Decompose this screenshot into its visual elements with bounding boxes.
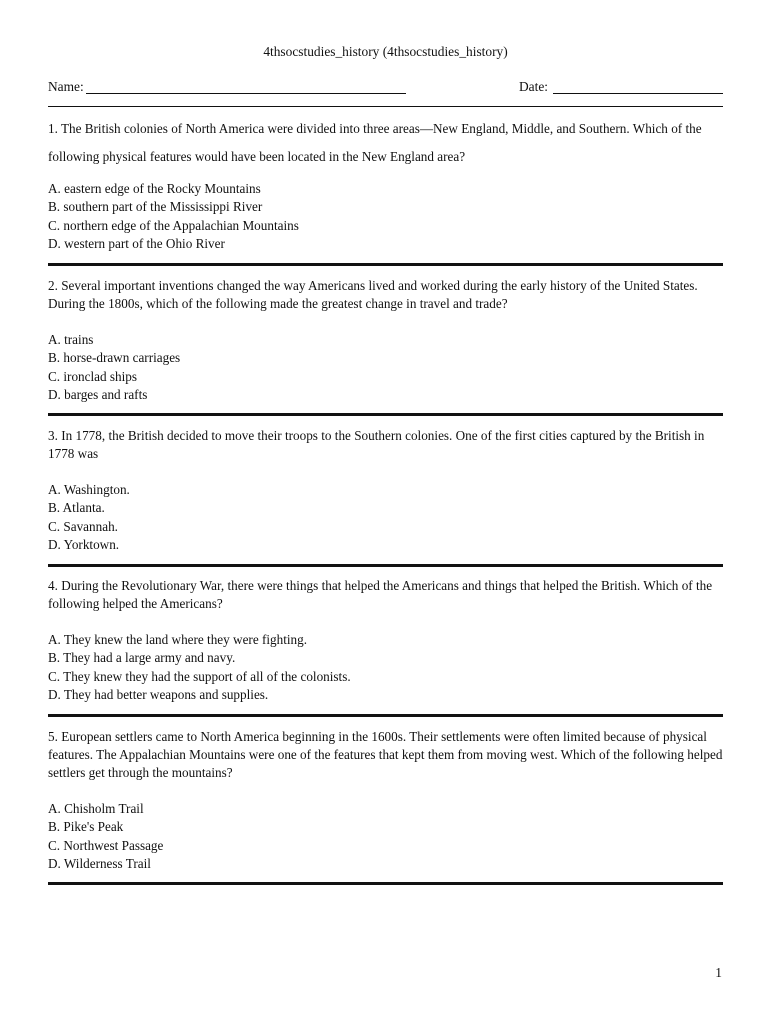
question-3-option-c[interactable]: C. Savannah. [48, 518, 118, 534]
question-3-option-a[interactable]: A. Washington. [48, 482, 130, 497]
question-4-stem: 4. During the Revolutionary War, there were things that helped the Americans and things that helped the British. Which of the following helped the Americans? [48, 578, 713, 611]
question-2 [48, 277, 723, 404]
question-5 [48, 728, 723, 873]
question-divider [48, 564, 723, 567]
question-3 [48, 427, 723, 554]
name-label: Name: [48, 79, 84, 94]
question-1-stem: 1. The British colonies of North America were divided into three areas—New England, Middle, and Southern. Which of the following physical features would have been located in the New England area? [48, 121, 702, 164]
document-title: 4thsocstudies_history (4thsocstudies_history) [263, 44, 508, 59]
question-4-options [48, 631, 723, 704]
question-3-stem: 3. In 1778, the British decided to move their troops to the Southern colonies. One of the first cities captured by the British in 1778 was [48, 428, 705, 461]
date-blank-line[interactable] [553, 93, 723, 94]
question-5-options [48, 800, 723, 873]
question-divider [48, 263, 723, 266]
question-3-options [48, 481, 723, 554]
question-2-option-a[interactable]: A. trains [48, 332, 94, 347]
question-divider [48, 413, 723, 416]
question-4-option-b[interactable]: B. They had a large army and navy. [48, 650, 236, 666]
question-1-option-a[interactable]: A. eastern edge of the Rocky Mountains [48, 181, 261, 196]
question-4-option-d[interactable]: D. They had better weapons and supplies. [48, 686, 269, 702]
name-blank-line[interactable] [86, 93, 406, 94]
question-2-options [48, 331, 723, 404]
question-5-stem: 5. European settlers came to North America beginning in the 1600s. Their settlements were often limited because of physical features. The Appalachian Mountains were one of the features that kept them from moving west. Which of the following helped settlers get through the mountains? [48, 729, 723, 780]
question-3-option-d[interactable]: D. Yorktown. [48, 536, 120, 552]
question-5-option-a[interactable]: A. Chisholm Trail [48, 801, 144, 816]
question-1-option-d[interactable]: D. western part of the Ohio River [48, 235, 225, 251]
question-1-option-c[interactable]: C. northern edge of the Appalachian Mountains [48, 217, 299, 233]
worksheet-page [48, 0, 723, 1024]
question-1 [48, 115, 723, 253]
question-1-option-b[interactable]: B. southern part of the Mississippi River [48, 199, 263, 215]
question-4-option-a[interactable]: A. They knew the land where they were fighting. [48, 632, 308, 647]
question-2-stem: 2. Several important inventions changed the way Americans lived and worked during the early history of the United States. During the 1800s, which of the following made the greatest change in travel and trade? [48, 278, 698, 311]
question-3-option-b[interactable]: B. Atlanta. [48, 500, 105, 516]
question-2-option-d[interactable]: D. barges and rafts [48, 386, 148, 402]
question-4 [48, 577, 723, 704]
question-5-option-c[interactable]: C. Northwest Passage [48, 837, 164, 853]
question-1-options [48, 180, 723, 253]
header-divider [48, 106, 723, 107]
question-5-option-b[interactable]: B. Pike's Peak [48, 819, 124, 835]
question-2-option-c[interactable]: C. ironclad ships [48, 368, 138, 384]
question-divider [48, 882, 723, 885]
name-date-row [48, 79, 723, 97]
date-label: Date: [519, 79, 548, 94]
question-4-option-c[interactable]: C. They knew they had the support of all of the colonists. [48, 668, 351, 684]
page-number: 1 [715, 965, 722, 980]
question-2-option-b[interactable]: B. horse-drawn carriages [48, 350, 181, 366]
question-divider [48, 714, 723, 717]
question-5-option-d[interactable]: D. Wilderness Trail [48, 855, 151, 871]
